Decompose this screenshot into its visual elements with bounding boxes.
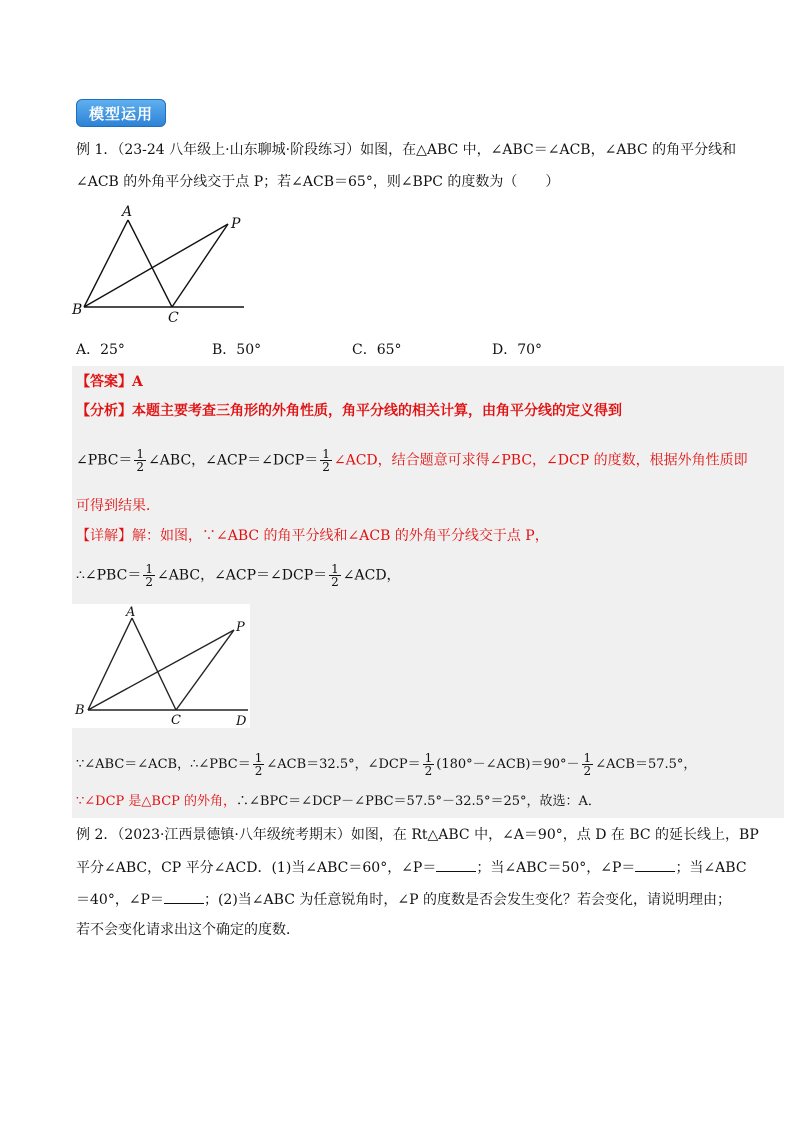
analysis-line2: ∠PBC＝ $\frac{1}{2}$ ∠ABC，∠ACP＝∠DCP＝ $\frac{1}{2}$ ∠ACD，结合题意可求得∠PBC，∠DCP 的度数，根据外角性质即: [76, 447, 748, 474]
final-line: ∵∠DCP 是△BCP 的外角，∴∠BPC＝∠DCP－∠PBC＝57.5°－32.5°＝25°，故选：A．: [76, 794, 601, 809]
label-a: A: [126, 605, 136, 620]
answer-blank: [164, 889, 204, 904]
example1-line2: ∠ACB 的外角平分线交于点 P；若∠ACB＝65°，则∠BPC 的度数为（ ）: [76, 174, 560, 190]
example2-line1: 例 2．（2023·江西景德镇·八年级统考期末）如图，在 Rt△ABC 中，∠A＝90°，点 D 在 BC 的延长线上，BP: [76, 827, 759, 843]
fraction-half: $\frac{1}{2}$: [254, 751, 263, 778]
example2-line4: 若不会变化请求出这个确定的度数．: [76, 922, 300, 938]
option-b: B．50°: [212, 342, 262, 358]
fraction-half: $\frac{1}{2}$: [322, 447, 330, 474]
fraction-half: $\frac{1}{2}$: [583, 751, 592, 778]
analysis-line3: 可得到结果．: [76, 498, 160, 514]
segment-ac: [128, 220, 172, 307]
label-c: C: [168, 310, 179, 325]
example1-line1: 例 1．（23-24 八年级上·山东聊城·阶段练习）如图，在△ABC 中，∠ABC＝∠ACB，∠ABC 的角平分线和: [76, 142, 737, 158]
answer-line: 【答案】A: [76, 374, 143, 390]
answer-blank: [436, 857, 476, 872]
fraction-half: $\frac{1}{2}$: [424, 751, 433, 778]
segment-bp: [88, 630, 234, 710]
label-b: B: [75, 703, 85, 718]
segment-ac: [132, 618, 176, 710]
fraction-half: $\frac{1}{2}$: [136, 447, 145, 474]
option-c: C．65°: [352, 342, 402, 358]
example2-line3: ＝40°，∠P＝ ；(2)当∠ABC 为任意锐角时，∠P 的度数是否会发生变化？若会变化，请说明理由；: [76, 889, 731, 910]
label-p: P: [231, 216, 241, 232]
segment-ba: [88, 618, 132, 710]
fraction-half: $\frac{1}{2}$: [145, 562, 153, 589]
answer-blank: [635, 857, 675, 872]
calc-line: ∵∠ABC＝∠ACB，∴∠PBC＝ $\frac{1}{2}$ ∠ACB＝32.5°，∠DCP＝ $\frac{1}{2}$ (180°－∠ACB)＝90°－ $\frac{1}{2}$ ∠ACB＝57.5°，: [76, 751, 697, 778]
label-a: A: [122, 204, 133, 220]
section-badge: 模型运用: [76, 99, 166, 127]
label-p: P: [236, 620, 245, 635]
label-d: D: [236, 714, 247, 728]
option-d: D．70°: [492, 342, 543, 358]
option-a: A．25°: [76, 342, 125, 358]
label-c: C: [171, 713, 181, 728]
example1-figure: [70, 200, 260, 325]
detail-line2: ∴∠PBC＝ $\frac{1}{2}$ ∠ABC，∠ACP＝∠DCP＝ $\frac{1}{2}$ ∠ACD，: [76, 562, 401, 589]
analysis-line1: 【分析】本题主要考查三角形的外角性质，角平分线的相关计算，由角平分线的定义得到: [76, 403, 622, 419]
example2-line2: 平分∠ABC，CP 平分∠ACD．(1)当∠ABC＝60°，∠P＝ ；当∠ABC＝50°，∠P＝ ；当∠ABC: [76, 857, 747, 878]
segment-cp: [172, 224, 228, 307]
label-b: B: [72, 302, 83, 318]
segment-cp: [176, 630, 234, 710]
answer-figure: [72, 604, 250, 728]
detail-line1: 【详解】解：如图，∵∠ABC 的角平分线和∠ACB 的外角平分线交于点 P，: [76, 528, 549, 544]
fraction-half: $\frac{1}{2}$: [331, 562, 339, 589]
